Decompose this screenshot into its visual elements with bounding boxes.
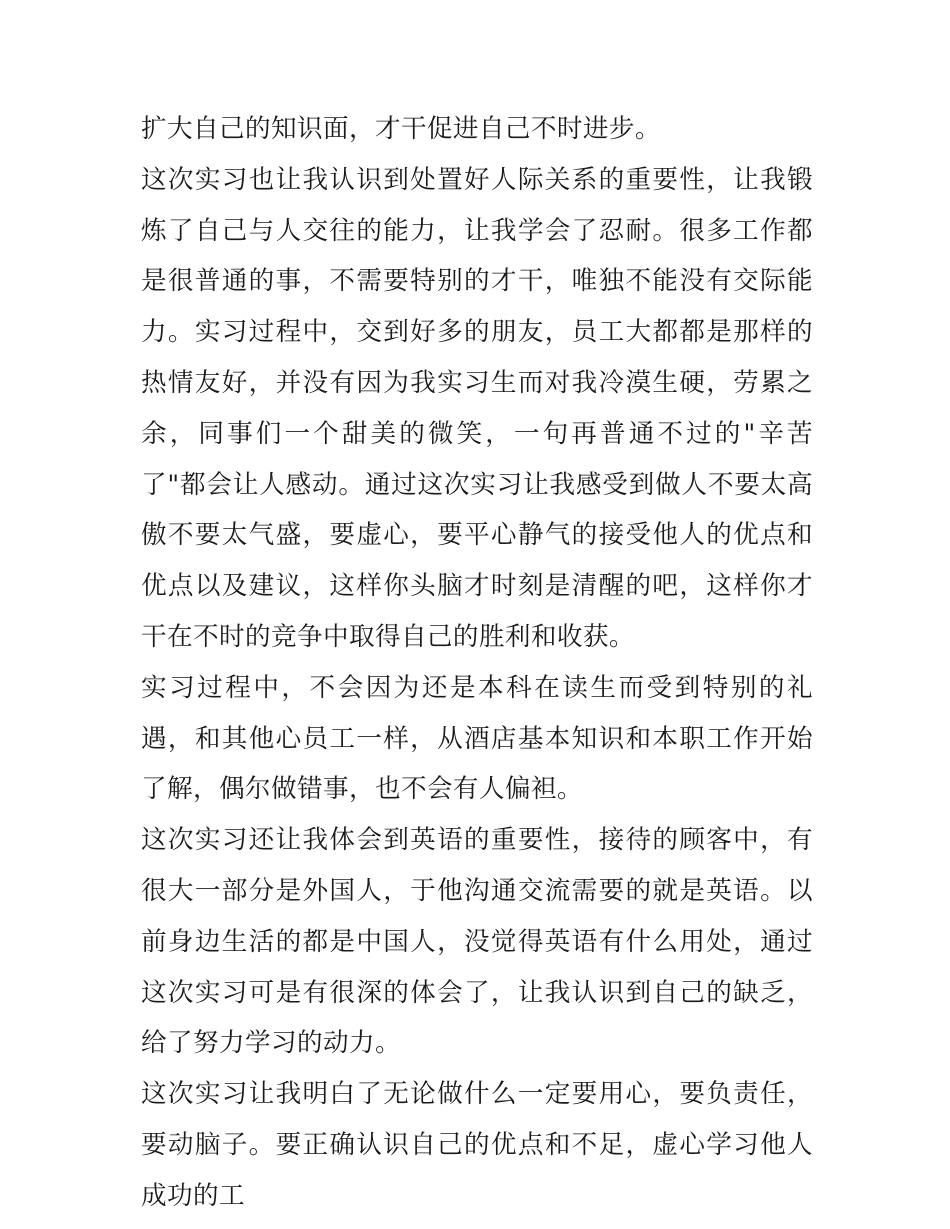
paragraph-3: 实习过程中，不会因为还是本科在读生而受到特别的礼遇，和其他心员工一样，从酒店基本知识和本职工作开始了解，偶尔做错事，也不会有人偏袒。: [141, 672, 813, 805]
paragraph-5: 这次实习让我明白了无论做什么一定要用心，要负责任，要动脑子。要正确认识自己的优点和不足，虚心学习他人成功的工: [141, 1079, 813, 1211]
paragraph-2: 这次实习也让我认识到处置好人际关系的重要性，让我锻炼了自己与人交往的能力，让我学会了忍耐。很多工作都是很普通的事，不需要特别的才干，唯独不能没有交际能力。实习过程中，交到好多的朋友，员工大都都是那样的热情友好，并没有因为我实习生而对我冷漠生硬，劳累之余，同事们一个甜美的微笑，一句再普通不过的"辛苦了"都会让人感动。通过这次实习让我感受到做人不要太高傲不要太气盛，要虚心，要平心静气的接受他人的优点和优点以及建议，这样你头脑才时刻是清醒的吧，这样你才干在不时的竞争中取得自己的胜利和收获。: [141, 164, 813, 652]
paragraph-4: 这次实习还让我体会到英语的重要性，接待的顾客中，有很大一部分是外国人，于他沟通交流需要的就是英语。以前身边生活的都是中国人，没觉得英语有什么用处，通过这次实习可是有很深的体会了，让我认识到自己的缺乏，给了努力学习的动力。: [141, 825, 813, 1059]
paragraph-1: 扩大自己的知识面，才干促进自己不时进步。: [141, 114, 661, 144]
document-body: [141, 104, 813, 1222]
